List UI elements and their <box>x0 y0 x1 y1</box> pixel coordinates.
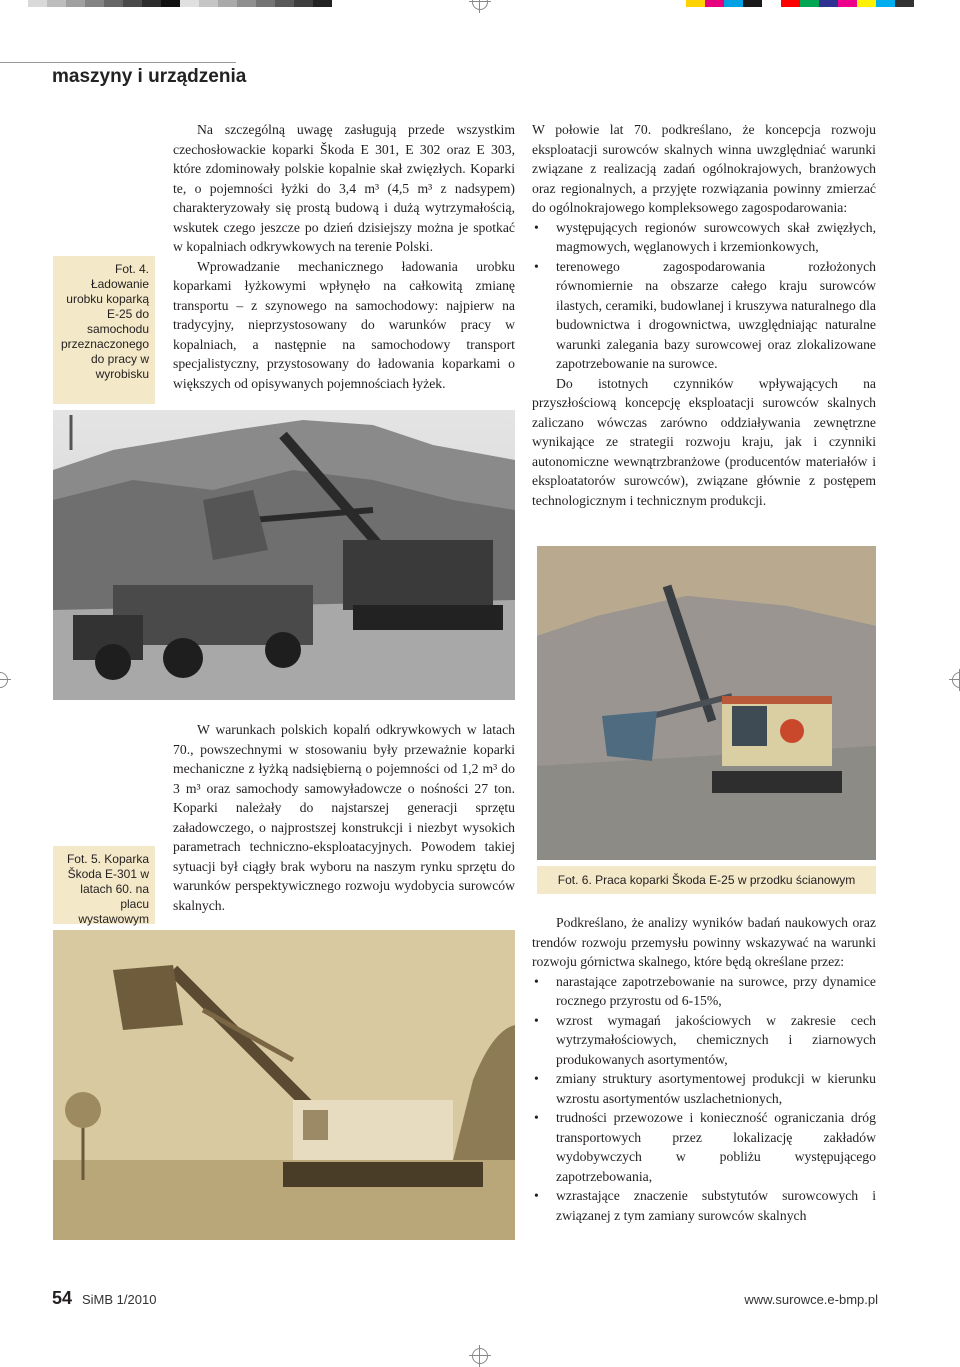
list-item: • trudności przewozowe i konieczność ograniczania dróg transportowych przez lokalizację zakładów wydobywczych w pobliżu występującego zapotrzebowania, <box>532 1108 876 1186</box>
caption-fot-6: Fot. 6. Praca koparki Škoda E-25 w przodku ścianowym <box>537 866 876 894</box>
column-2-bottom <box>532 913 876 1225</box>
print-color-bar <box>28 0 332 7</box>
list-item: • wzrastające znaczenie substytutów surowcowych i związanej z tym zamiany surowców skalnych <box>532 1186 876 1225</box>
column-2-top <box>532 120 876 510</box>
paragraph: Wprowadzanie mechanicznego ładowania urobku koparkami łyżkowymi wpłynęło na całkowitą zmianę transportu – z szynowego na samochodowy: najpierw na tradycyjny, nieprzystosowany do warunków pracy w kopalniach, a następnie na samochodowy transport specjalistyczny, przystosowany do ładowania koparkami o większych od opisywanych pojemnościach łyżek. <box>173 258 515 391</box>
list-item: • terenowego zagospodarowania rozłożonych równomiernie na obszarze całego kraju surowców ilastych, ceramiki, budowlanej i kruszywa naturalnego dla budownictwa i drogownictwa, uwzględniając naturalne warunki zalegania bazy surowcowej oraz zlokalizowane zapotrzebowanie na surowce. <box>532 257 876 374</box>
print-color-bar-right <box>686 0 914 7</box>
caption-fot-4: Fot. 4. Ładowanie urobku koparką E-25 do samochodu przeznaczonego do pracy w wyrobisku <box>53 256 155 404</box>
paragraph: W połowie lat 70. podkreślano, że koncepcja rozwoju eksploatacji surowców skalnych winna uwzględniać warunki związane z realizacją zadań ogólnokrajowych, branżowych oraz regionalnych, a przyjęte rozwiązania powinny zmierzać do ogólnokrajowego kompleksowego zagospodarowania: <box>532 122 876 215</box>
column-1-top <box>173 120 515 393</box>
photo-fot-6 <box>537 546 876 860</box>
header-rule <box>0 62 236 63</box>
paragraph: W warunkach polskich kopalń odkrywkowych w latach 70., powszechnymi w stosowaniu były przeważnie koparki mechaniczne z łyżką nadsiębierną o pojemności od 1,2 m³ do 3 m³ oraz samochody samowyładowcze o nośności 27 ton. Koparki należały do najstarszej generacji sprzętu załadowczego, o najprostszej konstrukcji i niezbyt wysokich parametrach techniczno-eksploatacyjnych. Powodem takiej sytuacji był ciągły brak wyboru na naszym rynku sprzętu do warunków perspektywicznego rozwoju wydobycia surowców skalnych. <box>173 722 515 913</box>
registration-mark-icon <box>0 672 8 688</box>
column-1-middle <box>173 720 515 915</box>
registration-mark-icon <box>472 0 488 10</box>
list-item: • narastające zapotrzebowanie na surowce, przy dynamice rocznego przyrostu od 6-15%, <box>532 972 876 1011</box>
list-item: • zmiany struktury asortymentowej produkcji w kierunku wzrostu asortymentów uszlachetnionych, <box>532 1069 876 1108</box>
bullet-list <box>532 972 876 1226</box>
section-title: maszyny i urządzenia <box>52 66 247 87</box>
photo-fot-4 <box>53 410 515 700</box>
bullet-list <box>532 218 876 374</box>
list-item: • wzrost wymagań jakościowych w zakresie cech wytrzymałościowych, chemicznych i ziarnowych produkowanych asortymentów, <box>532 1011 876 1070</box>
website-link[interactable]: www.surowce.e-bmp.pl <box>744 1292 878 1307</box>
magazine-issue: SiMB 1/2010 <box>82 1292 157 1307</box>
photo-fot-5 <box>53 930 515 1240</box>
registration-mark-icon <box>472 1348 488 1364</box>
caption-fot-5: Fot. 5. Koparka Škoda E-301 w latach 60. na placu wystawowym <box>53 846 155 924</box>
paragraph: Podkreślano, że analizy wyników badań naukowych oraz trendów rozwoju przemysłu powinny wskazywać na warunki rozwoju górnictwa skalnego, które będą określane przez: <box>532 915 876 969</box>
list-item: • występujących regionów surowcowych skał zwięzłych, magmowych, węglanowych i krzemionkowych, <box>532 218 876 257</box>
paragraph: Do istotnych czynników wpływających na przyszłościową koncepcję eksploatacji surowców skalnych zaliczano wówczas zarówno oddziaływania zewnętrzne wynikające ze strategii rozwoju kraju, jak i czynniki autonomiczne wewnątrzbranżowe (producentów materiałów i eksploatatorów surowców), związane głównie z postępem technologicznym i technicznym produkcji. <box>532 375 876 508</box>
registration-mark-icon <box>952 672 960 688</box>
paragraph: Na szczególną uwagę zasługują przede wszystkim czechosłowackie koparki Škoda E 301, E 302 oraz E 303, które zdominowały polskie kopalnie skał zwięzłych. Koparki te, o pojemności łyżki do 3,4 m³ (4,5 m³ z nadsypem) charakteryzowały się prostą budową i dużą wytrzymałością, wskutek czego jeszcze po dzień dzisiejszy można je spotkać w kopalniach odkrywkowych na terenie Polski. <box>173 122 515 254</box>
page-number: 54 <box>52 1288 73 1308</box>
